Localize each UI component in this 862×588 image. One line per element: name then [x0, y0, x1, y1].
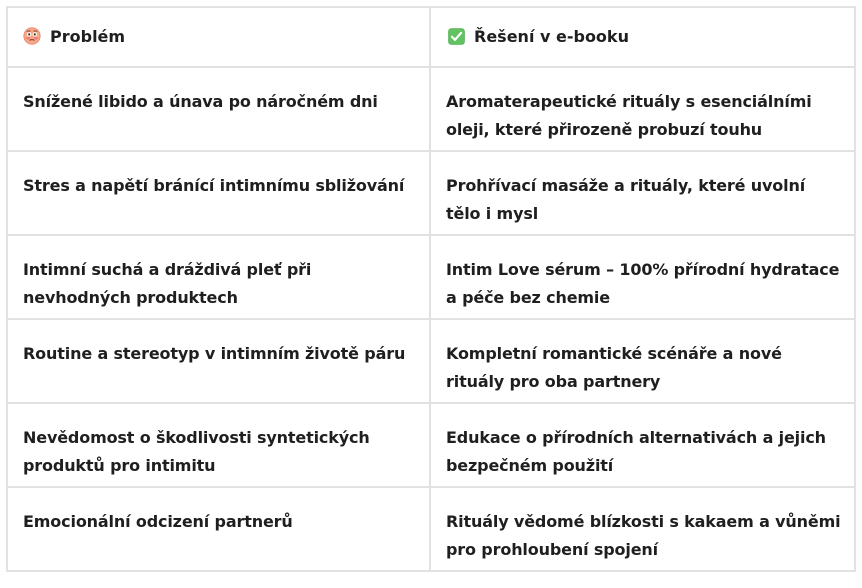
table-row [7, 487, 855, 571]
solution-column-header [430, 7, 855, 67]
solution-cell: Prohřívací masáže a rituály, které uvolní tělo i mysl [430, 151, 855, 235]
flushed-face-icon [23, 27, 41, 45]
table-row [7, 403, 855, 487]
problem-cell: Emocionální odcizení partnerů [7, 487, 430, 571]
solution-cell: Kompletní romantické scénáře a nové rituály pro oba partnery [430, 319, 855, 403]
table-row [7, 235, 855, 319]
problem-cell: Snížené libido a únava po náročném dni [7, 67, 430, 151]
problem-cell: Intimní suchá a dráždivá pleť při nevhodných produktech [7, 235, 430, 319]
problem-column-header [7, 7, 430, 67]
table-header-row [7, 7, 855, 67]
table-row [7, 67, 855, 151]
solution-cell: Edukace o přírodních alternativách a jejich bezpečném použití [430, 403, 855, 487]
problem-cell: Routine a stereotyp v intimním životě páru [7, 319, 430, 403]
problem-cell: Nevědomost o škodlivosti syntetických produktů pro intimitu [7, 403, 430, 487]
comparison-table [6, 6, 856, 572]
table-row [7, 319, 855, 403]
problem-cell: Stres a napětí bránící intimnímu sbližování [7, 151, 430, 235]
table-row [7, 151, 855, 235]
solution-header-label: Řešení v e-booku [474, 26, 629, 46]
solution-cell: Aromaterapeutické rituály s esenciálními oleji, které přirozeně probuzí touhu [430, 67, 855, 151]
check-mark-button-icon [448, 28, 465, 45]
problem-header-label: Problém [50, 26, 126, 46]
solution-cell: Rituály vědomé blízkosti s kakaem a vůněmi pro prohloubení spojení [430, 487, 855, 571]
solution-cell: Intim Love sérum – 100% přírodní hydratace a péče bez chemie [430, 235, 855, 319]
